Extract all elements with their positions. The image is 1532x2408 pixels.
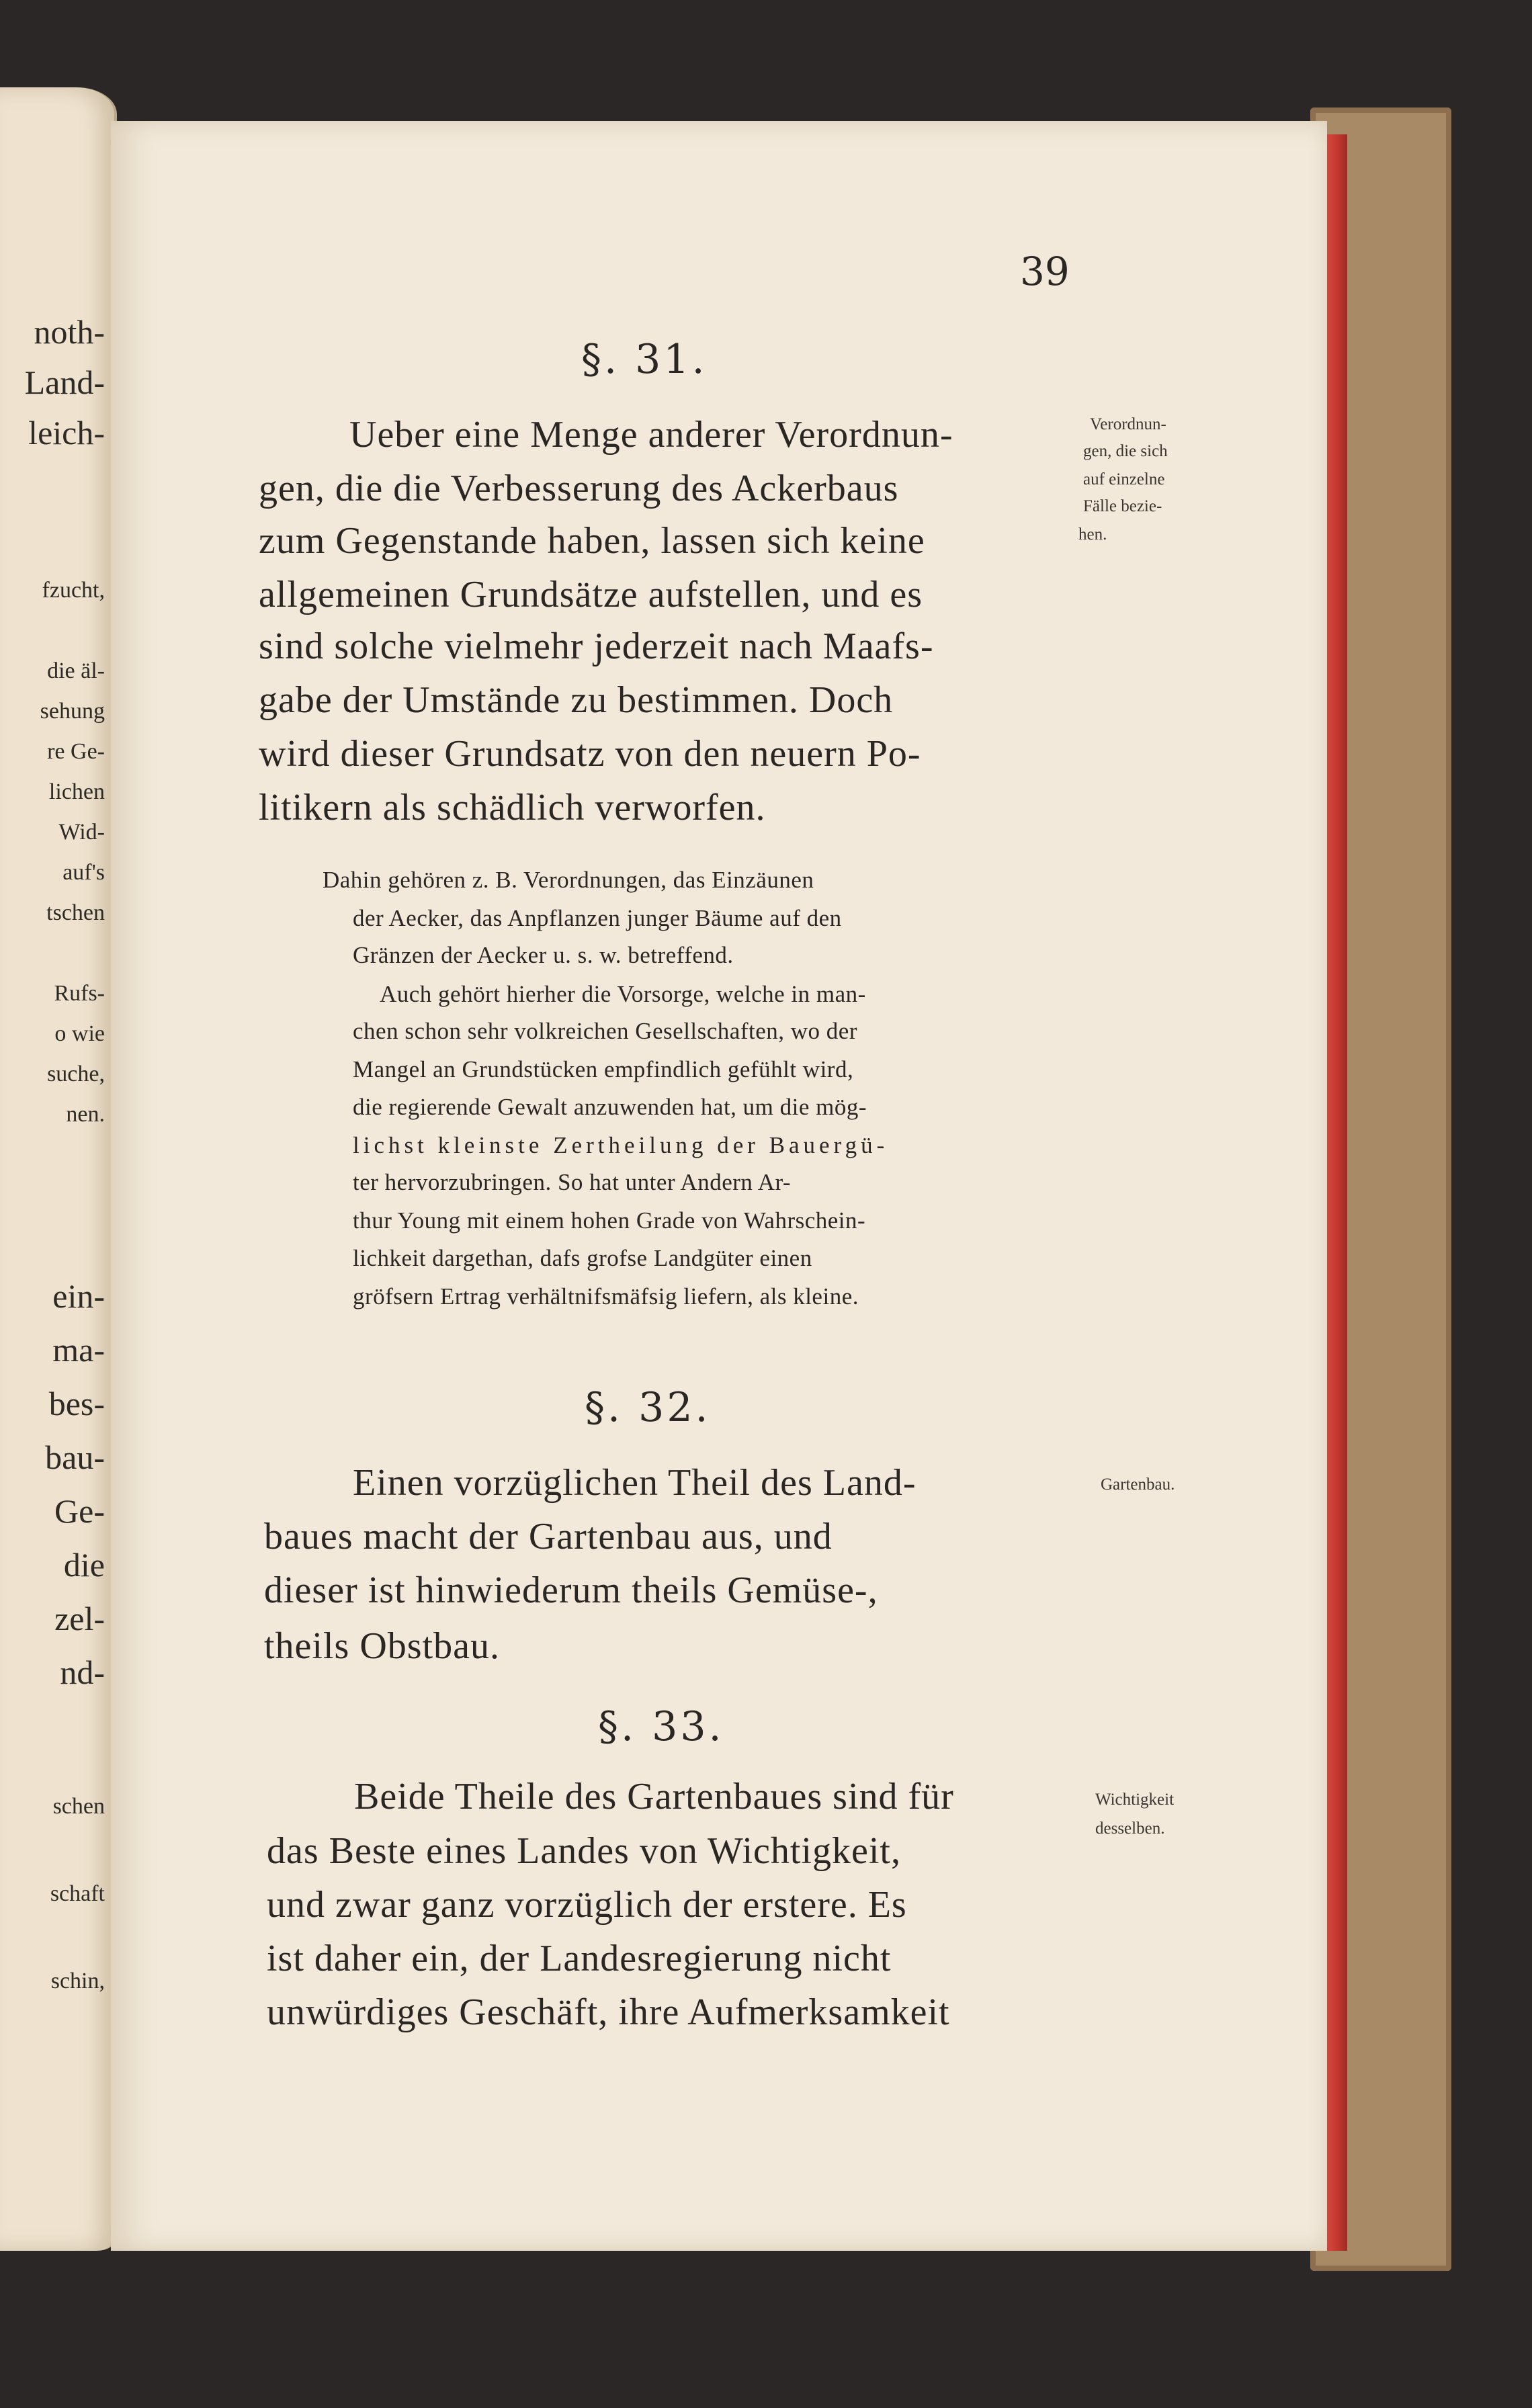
body-text-line: dieser ist hinwiederum theils Gemüse-, [264, 1570, 878, 1611]
facing-page-fragment: die äl- [47, 658, 105, 683]
facing-page-fragment: schen [52, 1794, 105, 1819]
facing-page-fragment: Land- [24, 363, 105, 401]
facing-page-fragment: ma- [52, 1331, 105, 1369]
margin-note-line: desselben. [1095, 1819, 1165, 1838]
margin-note-line: Fälle bezie- [1083, 497, 1162, 515]
body-text-line: und zwar ganz vorzüglich der erstere. Es [267, 1884, 907, 1926]
facing-page-fragment: bau- [45, 1438, 105, 1476]
footnote-line: thur Young mit einem hohen Grade von Wahrschein- [353, 1207, 866, 1234]
body-text-line: Beide Theile des Gartenbaues sind für [354, 1776, 954, 1817]
page-number: 39 [1020, 249, 1070, 294]
facing-page-fragment: schin, [50, 1969, 105, 1993]
facing-page-fragment: lichen [48, 779, 105, 804]
body-text-line: zum Gegenstande haben, lassen sich keine [259, 520, 925, 562]
facing-page-fragment: Rufs- [54, 981, 105, 1006]
body-text-line: unwürdiges Geschäft, ihre Aufmerksamkeit [267, 1991, 950, 2033]
footnote-line: ter hervorzubringen. So hat unter Andern Ar- [353, 1169, 792, 1195]
facing-page-fragment: schaft [50, 1881, 105, 1906]
facing-page [0, 87, 117, 2251]
margin-note-line: gen, die sich [1083, 442, 1168, 460]
footnote-line: Auch gehört hierher die Vorsorge, welche in man- [380, 981, 866, 1007]
margin-note-line: Verordnun- [1090, 415, 1166, 433]
body-text-line: baues macht der Gartenbau aus, und [264, 1516, 833, 1557]
facing-page-fragment: bes- [48, 1385, 105, 1422]
facing-page-fragment: re Ge- [47, 739, 105, 764]
facing-page-fragment: Ge- [54, 1492, 105, 1530]
margin-note-line: Gartenbau. [1101, 1475, 1175, 1494]
margin-note-line: hen. [1078, 525, 1107, 544]
facing-page-fragment: nd- [60, 1653, 105, 1691]
body-text-line: sind solche vielmehr jederzeit nach Maafs- [259, 626, 934, 667]
footnote-line: lichst kleinste Zertheilung der Bauergü- [353, 1132, 889, 1158]
body-text-line: ist daher ein, der Landesregierung nicht [267, 1938, 892, 1979]
facing-page-fragment: leich- [28, 414, 105, 452]
facing-page-fragment: Wid- [58, 820, 105, 845]
footnote-line: Gränzen der Aecker u. s. w. betreffend. [353, 942, 734, 968]
facing-page-fragment: suche, [47, 1062, 105, 1086]
facing-page-fragment: zel- [54, 1600, 105, 1637]
body-text-line: das Beste eines Landes von Wichtigkeit, [267, 1830, 901, 1872]
body-text-line: Einen vorzüglichen Theil des Land- [353, 1462, 917, 1504]
facing-page-fragment: fzucht, [42, 578, 105, 603]
facing-page-fragment: o wie [54, 1021, 105, 1046]
footnote-line: lichkeit dargethan, dafs grofse Landgüter einen [353, 1245, 812, 1271]
body-text-line: gen, die die Verbesserung des Ackerbaus [259, 468, 899, 509]
facing-page-fragment: auf's [62, 860, 105, 885]
margin-note-line: Wichtigkeit [1095, 1791, 1175, 1809]
body-text-line: Ueber eine Menge anderer Verordnun- [349, 414, 953, 456]
facing-page-fragment: sehung [40, 699, 105, 724]
footnote-line: die regierende Gewalt anzuwenden hat, um die mög- [353, 1094, 867, 1120]
body-text-line: theils Obstbau. [264, 1625, 500, 1667]
facing-page-fragment: ein- [52, 1277, 105, 1315]
facing-page-fragment: tschen [46, 900, 105, 925]
section-heading: §. 33. [598, 1703, 724, 1750]
body-text-line: wird dieser Grundsatz von den neuern Po- [259, 733, 921, 775]
section-heading: §. 32. [585, 1384, 711, 1431]
margin-note-line: auf einzelne [1083, 470, 1165, 488]
footnote-line: der Aecker, das Anpflanzen junger Bäume auf den [353, 905, 842, 931]
body-text-line: gabe der Umstände zu bestimmen. Doch [259, 679, 894, 721]
facing-page-fragment: nen. [66, 1102, 105, 1127]
section-heading: §. 31. [581, 336, 708, 383]
footnote-line: Dahin gehören z. B. Verordnungen, das Einzäunen [323, 867, 814, 893]
body-text-line: litikern als schädlich verworfen. [259, 787, 766, 828]
footnote-line: gröfsern Ertrag verhältnifsmäfsig liefern, als kleine. [353, 1283, 859, 1309]
footnote-line: chen schon sehr volkreichen Gesellschaften, wo der [353, 1018, 857, 1044]
facing-page-fragment: die [63, 1546, 105, 1584]
facing-page-fragment: noth- [34, 313, 105, 351]
footnote-line: Mangel an Grundstücken empfindlich gefühlt wird, [353, 1056, 854, 1082]
body-text-line: allgemeinen Grundsätze aufstellen, und es [259, 574, 923, 615]
